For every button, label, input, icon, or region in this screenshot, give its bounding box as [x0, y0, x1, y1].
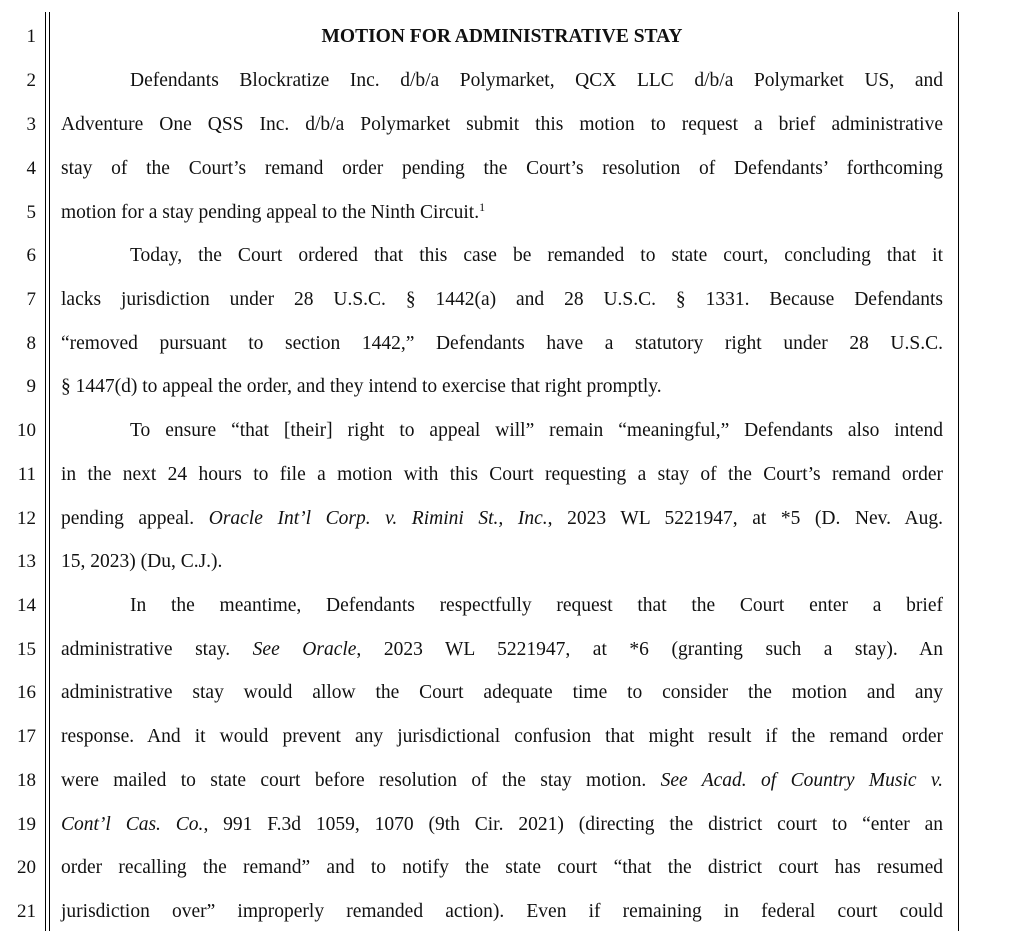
- text-run: , 991 F.3d 1059, 1070 (9th Cir. 2021) (directing the district court to “enter an: [203, 814, 944, 835]
- line-number: 5: [26, 202, 36, 223]
- footnote-marker[interactable]: 1: [479, 200, 486, 214]
- line-number: 15: [17, 639, 36, 660]
- line-number: 1: [26, 26, 36, 47]
- line-number: 13: [17, 551, 36, 572]
- text-line: “removed pursuant to section 1442,” Defendants have a statutory right under 28 U.S.C.: [61, 333, 943, 354]
- text-line: In the meantime, Defendants respectfully request that the Court enter a brief: [130, 595, 943, 616]
- text-line: [61, 770, 943, 792]
- line-number: 2: [26, 70, 36, 91]
- case-citation: Cont’l Cas. Co.: [61, 814, 204, 835]
- case-citation: Oracle Int’l Corp. v. Rimini St., Inc.: [208, 508, 548, 529]
- text-line: Defendants Blockratize Inc. d/b/a Polymarket, QCX LLC d/b/a Polymarket US, and: [130, 70, 943, 91]
- text-run: motion for a stay pending appeal to the Ninth Circuit.: [61, 202, 480, 223]
- text-run: were mailed to state court before resolution of the stay motion.: [61, 770, 647, 791]
- text-run: , 2023 WL 5221947, at *5 (D. Nev. Aug.: [547, 508, 943, 529]
- text-line: administrative stay would allow the Court adequate time to consider the motion and any: [61, 682, 943, 703]
- page-title: MOTION FOR ADMINISTRATIVE STAY: [321, 26, 683, 47]
- line-number: 4: [26, 158, 36, 179]
- margin-rule-left-inner: [49, 12, 50, 931]
- text-line: To ensure “that [their] right to appeal will” remain “meaningful,” Defendants also intend: [130, 420, 943, 441]
- line-number: 3: [26, 114, 36, 135]
- text-line: stay of the Court’s remand order pending the Court’s resolution of Defendants’ forthcoming: [61, 158, 943, 179]
- line-number: 16: [17, 682, 36, 703]
- line-number: 21: [17, 901, 36, 922]
- text-line: [61, 508, 943, 530]
- text-line: Today, the Court ordered that this case be remanded to state court, concluding that it: [130, 245, 943, 266]
- text-line: [61, 202, 943, 224]
- margin-rule-left-outer: [45, 12, 46, 931]
- margin-rule-right: [958, 12, 959, 931]
- text-line: 15, 2023) (Du, C.J.).: [61, 551, 223, 572]
- text-line: Adventure One QSS Inc. d/b/a Polymarket submit this motion to request a brief administrative: [61, 114, 943, 135]
- text-run: administrative stay.: [61, 639, 231, 660]
- text-run: , 2023 WL 5221947, at *6 (granting such a stay). An: [356, 639, 944, 660]
- line-number: 6: [26, 245, 36, 266]
- line-number: 9: [26, 376, 36, 397]
- text-line: in the next 24 hours to file a motion with this Court requesting a stay of the Court’s remand order: [61, 464, 943, 485]
- line-number: 18: [17, 770, 36, 791]
- text-line: § 1447(d) to appeal the order, and they intend to exercise that right promptly.: [61, 376, 662, 397]
- text-line: [61, 639, 943, 661]
- line-number: 7: [26, 289, 36, 310]
- case-citation: See Oracle: [252, 639, 357, 660]
- case-citation: See Acad. of Country Music v.: [660, 770, 944, 791]
- line-number: 20: [17, 857, 36, 878]
- line-number: 10: [17, 420, 36, 441]
- text-line: response. And it would prevent any jurisdictional confusion that might result if the remand order: [61, 726, 943, 747]
- line-number: 17: [17, 726, 36, 747]
- line-number: 8: [26, 333, 36, 354]
- text-run: pending appeal.: [61, 508, 195, 529]
- line-number: 12: [17, 508, 36, 529]
- line-number: 19: [17, 814, 36, 835]
- text-line: lacks jurisdiction under 28 U.S.C. § 1442(a) and 28 U.S.C. § 1331. Because Defendants: [61, 289, 943, 310]
- line-number: 14: [17, 595, 36, 616]
- text-line: [61, 814, 943, 836]
- text-line: jurisdiction over” improperly remanded action). Even if remaining in federal court could: [61, 901, 943, 922]
- text-line: order recalling the remand” and to notify the state court “that the district court has resumed: [61, 857, 943, 878]
- line-number: 11: [17, 464, 36, 485]
